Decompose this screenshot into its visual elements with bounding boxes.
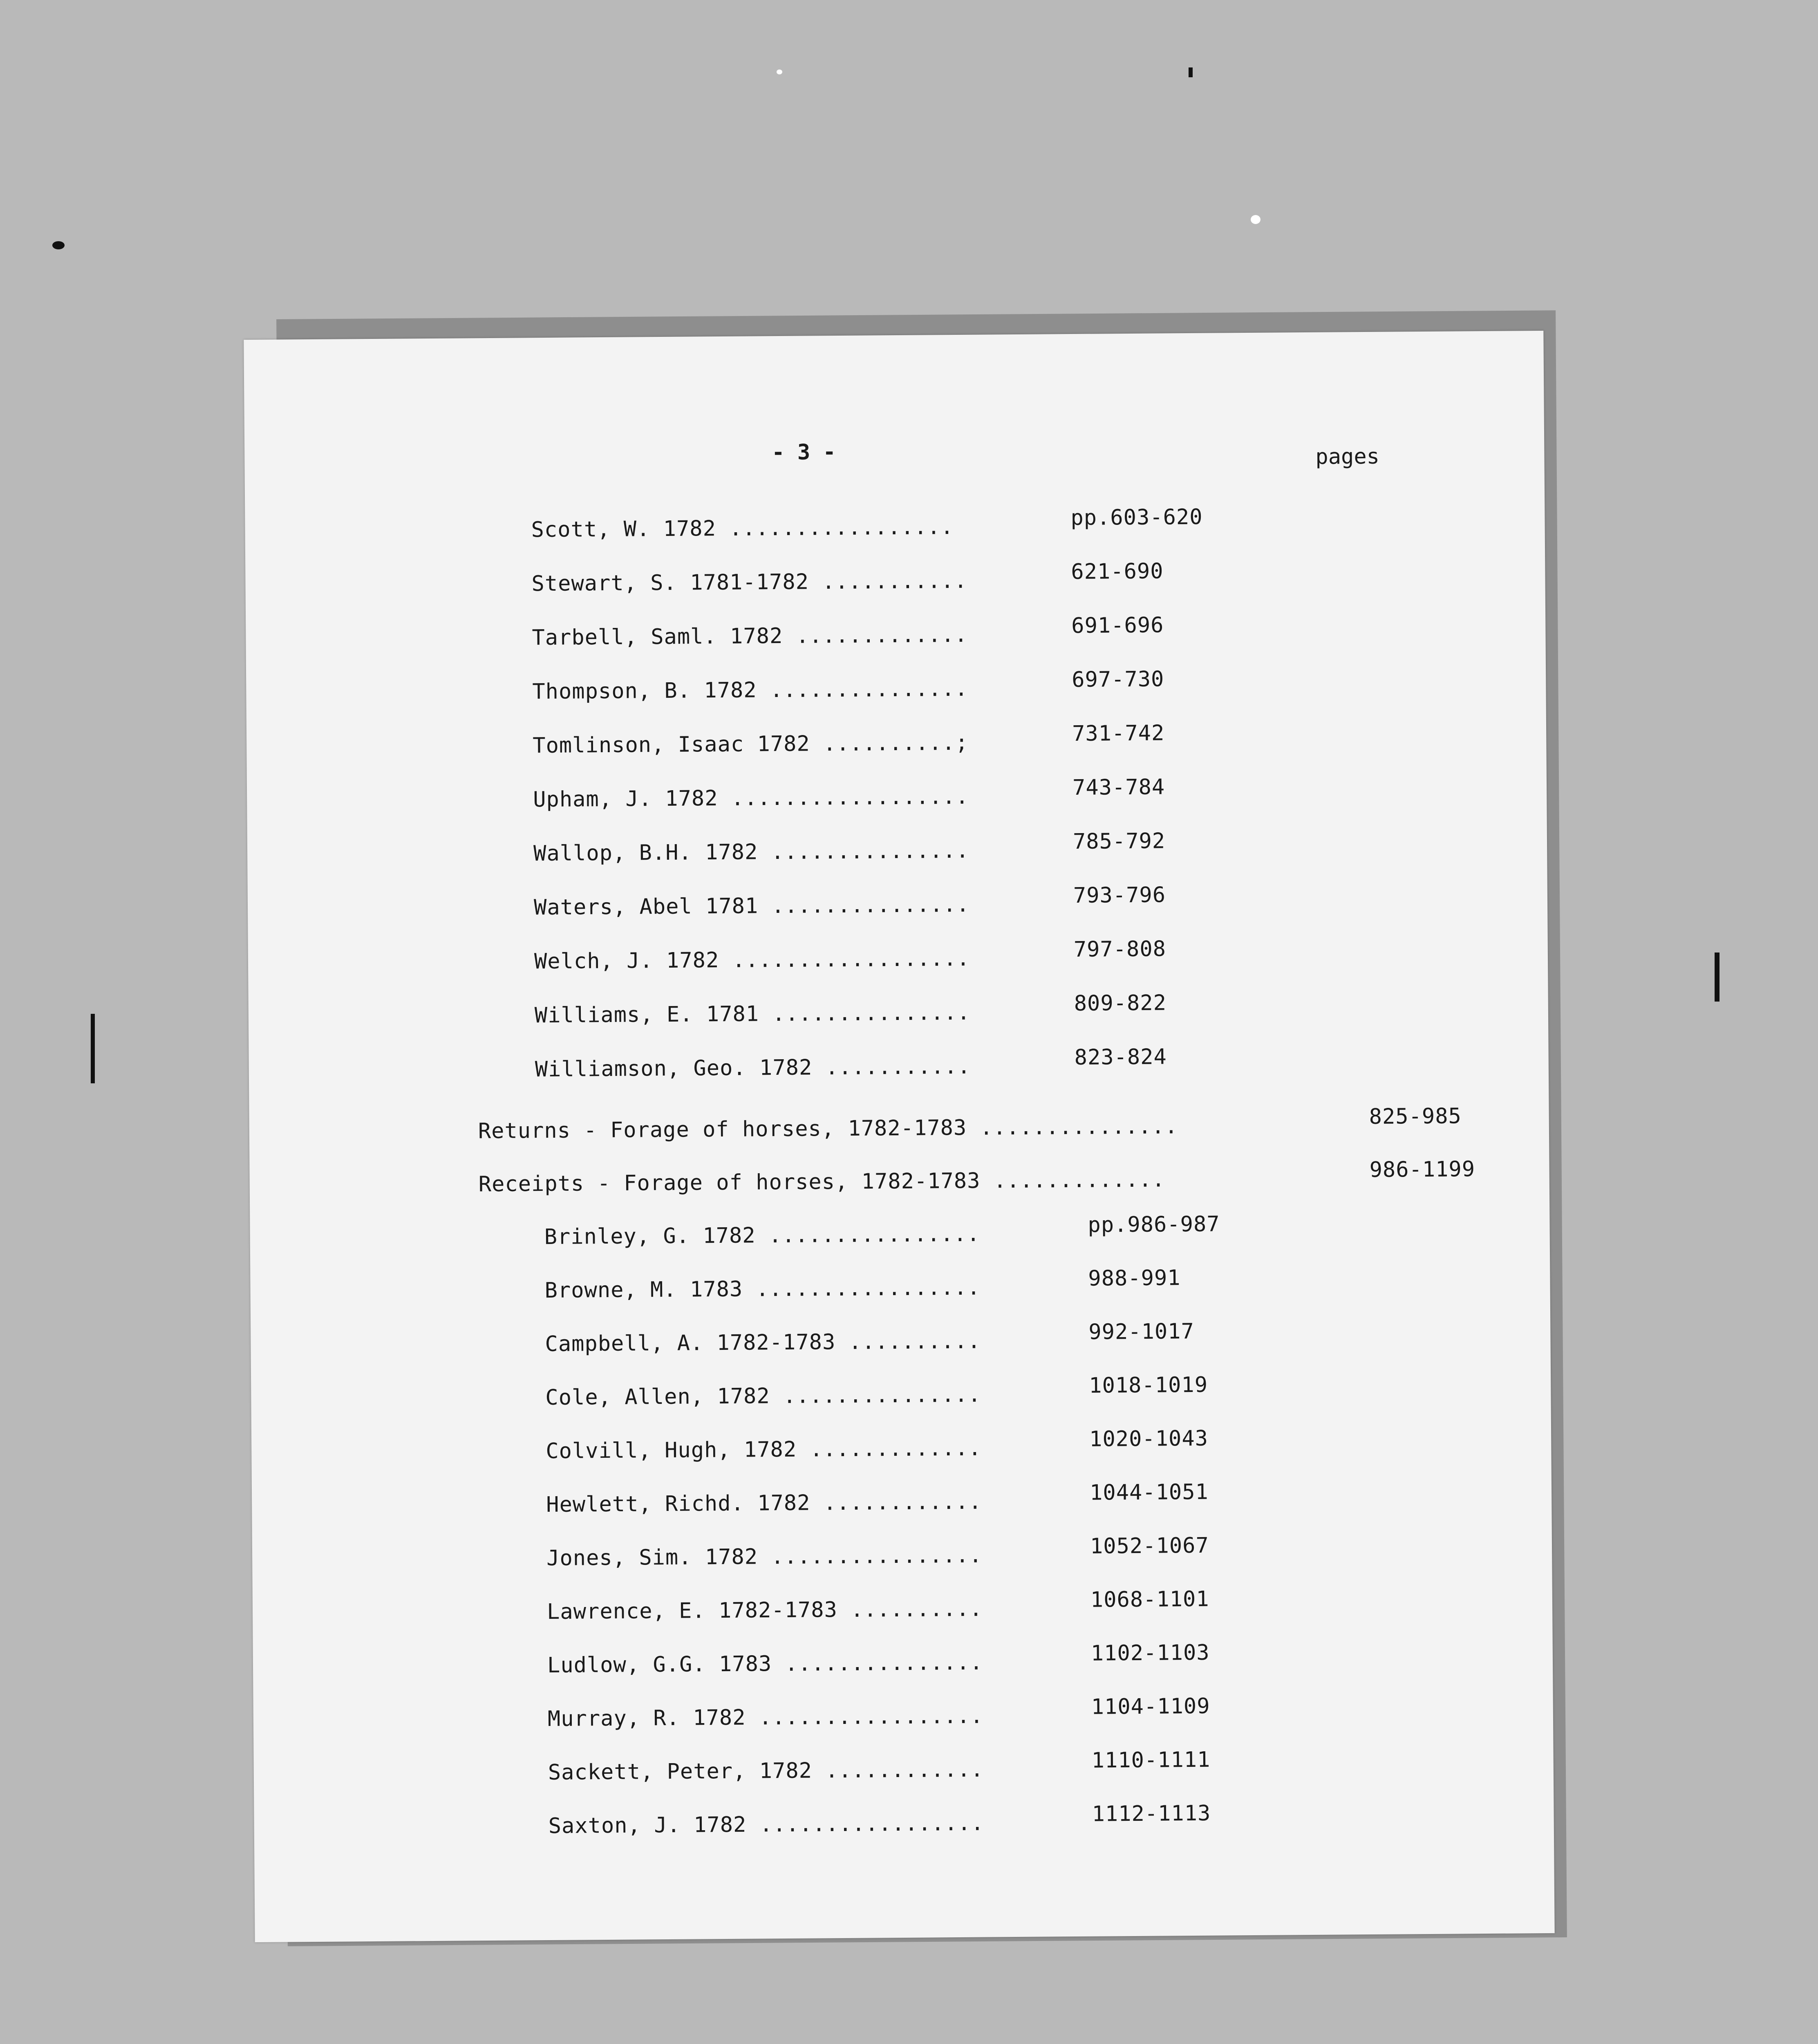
index-entry [533,883,1166,920]
dust-speck [777,69,782,74]
top-scratch-mark [1189,67,1193,77]
index-entry [545,1372,1208,1410]
index-entry [548,1747,1211,1785]
index-entry [546,1426,1209,1464]
index-entry [531,504,1203,542]
entry-page-range: 825-985 [1369,1104,1462,1129]
entry-text: Hewlett, Richd. 1782 ............ [546,1489,982,1517]
index-main-entry [478,1157,1475,1197]
entry-text: Saxton, J. 1782 ................. [548,1811,985,1839]
index-entry [546,1533,1209,1571]
index-entry [533,775,1165,812]
entry-page-range: 743-784 [1072,775,1165,800]
entry-page-range: 797-808 [1073,937,1166,962]
entry-text: Cole, Allen, 1782 ............... [545,1382,981,1410]
entry-page-range: 1018-1019 [1089,1372,1208,1398]
entry-text: Waters, Abel 1781 ............... [533,892,970,920]
index-main-entry [478,1104,1462,1144]
entry-text: Wallop, B.H. 1782 ............... [533,838,969,866]
entry-page-range: pp.986-987 [1088,1212,1220,1237]
entry-page-range: 731-742 [1072,721,1165,746]
entry-text: Ludlow, G.G. 1783 ............... [547,1650,983,1678]
entry-page-range: 823-824 [1074,1044,1167,1070]
entry-page-range: 1068-1101 [1090,1587,1209,1612]
entry-text: Tarbell, Saml. 1782 ............. [532,622,968,650]
entry-page-range: 809-822 [1074,991,1167,1016]
index-entry [546,1479,1209,1517]
entry-page-range: 1020-1043 [1089,1426,1209,1452]
entry-page-range: 691-696 [1071,613,1164,639]
index-entry [532,613,1164,650]
index-entry [548,1801,1211,1839]
entry-page-range: 793-796 [1073,883,1166,908]
index-entry [545,1319,1195,1357]
entry-page-range: 992-1017 [1088,1319,1195,1345]
entry-page-range: 621-690 [1071,559,1164,585]
entry-text: Scott, W. 1782 ................. [531,515,954,542]
index-entry [532,667,1164,704]
entry-text: Receipts - Forage of horses, 1782-1783 ............. [478,1167,1165,1197]
entry-page-range: pp.603-620 [1070,504,1203,531]
entry-text: Murray, R. 1782 ................. [547,1703,984,1732]
entry-page-range: 1102-1103 [1090,1640,1210,1666]
entry-text: Stewart, S. 1781-1782 ........... [531,568,967,596]
entry-text: Colvill, Hugh, 1782 ............. [546,1436,982,1464]
entry-page-range: 1112-1113 [1092,1801,1211,1827]
index-entry [547,1640,1210,1678]
typed-index-page [244,331,1554,1942]
index-entry [534,937,1166,974]
pages-column-heading: pages [1315,444,1380,469]
index-entry [534,991,1167,1028]
entry-page-range: 988-991 [1088,1266,1181,1291]
index-entry [535,1044,1167,1082]
entry-text: Browne, M. 1783 ................. [544,1275,981,1303]
index-entry [544,1212,1220,1250]
left-edge-mark [91,1014,95,1083]
entry-page-range: 697-730 [1072,667,1164,693]
page-number: - 3 - [772,440,836,465]
entry-text: Returns - Forage of horses, 1782-1783 ............... [478,1114,1178,1144]
left-dot-mark [52,241,65,249]
entry-page-range: 1052-1067 [1090,1533,1209,1559]
entry-page-range: 986-1199 [1369,1157,1475,1182]
entry-text: Williamson, Geo. 1782 ........... [535,1054,971,1082]
index-entry [544,1266,1181,1303]
entry-text: Upham, J. 1782 .................. [533,784,969,812]
index-entry [546,1587,1209,1625]
index-entry [533,829,1166,866]
entry-page-range: 785-792 [1072,829,1166,854]
index-entry [533,721,1165,758]
index-entry [531,559,1164,596]
entry-page-range: 1104-1109 [1091,1694,1210,1719]
right-edge-mark [1715,953,1719,1002]
entry-text: Sackett, Peter, 1782 ............ [548,1757,984,1785]
entry-text: Lawrence, E. 1782-1783 .......... [546,1596,983,1625]
entry-text: Welch, J. 1782 .................. [534,946,970,974]
entry-text: Jones, Sim. 1782 ................ [546,1543,983,1571]
entry-text: Campbell, A. 1782-1783 .......... [545,1329,981,1357]
entry-page-range: 1044-1051 [1089,1479,1209,1505]
dust-speck [1251,215,1261,224]
entry-page-range: 1110-1111 [1091,1747,1211,1773]
entry-text: Tomlinson, Isaac 1782 ..........; [533,730,969,758]
entry-text: Brinley, G. 1782 ................ [544,1221,981,1250]
entry-text: Williams, E. 1781 ............... [534,1000,971,1028]
index-entry [547,1694,1210,1732]
entry-text: Thompson, B. 1782 ............... [532,676,968,704]
